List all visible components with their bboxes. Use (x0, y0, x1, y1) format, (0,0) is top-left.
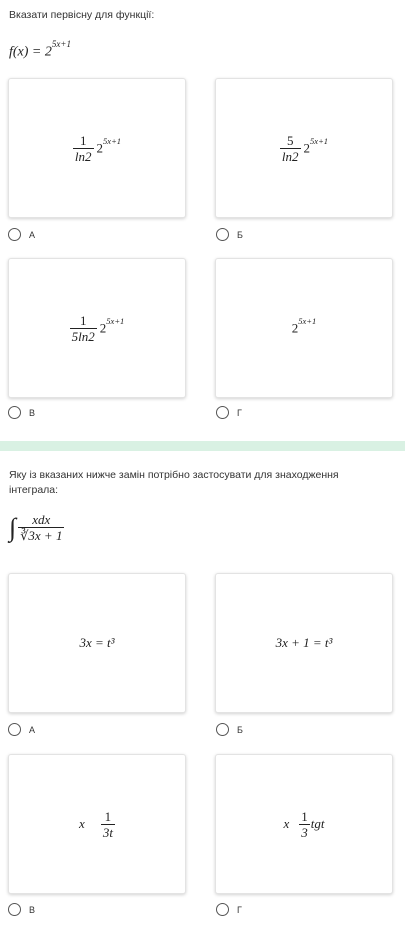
fraction: $\frac{5}{\ln 2}$ (281, 132, 299, 164)
radio-q1-g[interactable] (216, 406, 242, 419)
radio-circle[interactable] (216, 903, 229, 916)
option-card-q1-a[interactable]: $\frac{1}{\ln 2}$ $2^{5x+1}$ (8, 78, 186, 218)
radio-circle[interactable] (8, 228, 21, 241)
question-2-prompt: Яку із вказаних нижче замін потрібно застосувати для знаходження інтеграла: (9, 469, 339, 496)
option-card-q1-g[interactable]: $2^{5x+1}$ (215, 258, 393, 398)
option-card-q1-b[interactable]: $\frac{5}{\ln 2}$ $2^{5x+1}$ (215, 78, 393, 218)
radio-circle[interactable] (8, 723, 21, 736)
radio-q2-b[interactable] (216, 723, 243, 736)
question-2-integral (9, 512, 64, 543)
radio-circle[interactable] (216, 406, 229, 419)
radio-circle[interactable] (8, 903, 21, 916)
radio-q1-b[interactable] (216, 228, 243, 241)
radio-q2-g[interactable] (216, 903, 242, 916)
option-card-q2-g[interactable]: x $\frac{1}{3}$ tgt (215, 754, 393, 894)
question-1-formula: $f(x) = 2^{5x+1}$ (9, 39, 71, 60)
radio-label: В (29, 407, 36, 418)
option-card-q1-v[interactable]: $\frac{1}{5\ln 2}$ $2^{5x+1}$ (8, 258, 186, 398)
radio-label: В (29, 904, 36, 915)
radio-label: Г (237, 904, 242, 915)
radio-q2-a[interactable] (8, 723, 35, 736)
radio-label: А (29, 724, 36, 735)
radio-circle[interactable] (216, 723, 229, 736)
radio-q1-a[interactable] (8, 228, 35, 241)
radio-label: Б (237, 229, 243, 240)
integral-sign: ∫ (9, 512, 17, 542)
fraction: $\frac{1}{\ln 2}$ (74, 132, 92, 164)
radio-label: Б (237, 724, 243, 735)
option-card-q2-v[interactable]: x $\frac{1}{3t}$ (8, 754, 186, 894)
radio-circle[interactable] (216, 228, 229, 241)
option-card-q2-a[interactable]: 3x = t³ (8, 573, 186, 713)
integral-fraction: $\frac{\text{xdx}}{∛3x + 1}$ (20, 512, 63, 543)
radio-label: А (29, 229, 36, 240)
fraction: $\frac{1}{3t}$ (102, 808, 113, 840)
radio-q2-v[interactable] (8, 903, 35, 916)
radio-q1-v[interactable] (8, 406, 35, 419)
section-divider (0, 441, 405, 451)
question-1-prompt: Вказати первісну для функції: (9, 9, 155, 21)
option-card-q2-b[interactable]: 3x + 1 = t³ (215, 573, 393, 713)
fraction: $\frac{1}{3}$ (301, 808, 308, 840)
radio-label: Г (237, 407, 242, 418)
fraction: $\frac{1}{5\ln 2}$ (71, 312, 95, 344)
radio-circle[interactable] (8, 406, 21, 419)
